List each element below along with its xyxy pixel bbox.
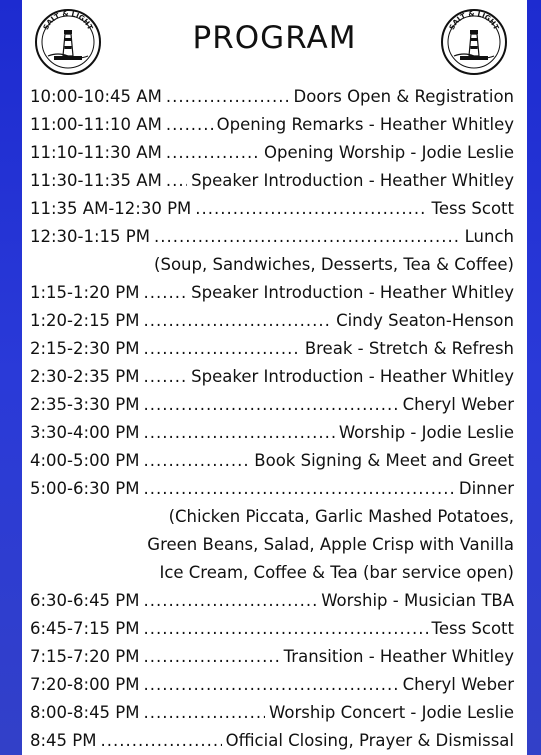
dot-leader <box>144 447 251 475</box>
dot-leader <box>144 671 399 699</box>
page-title: PROGRAM <box>192 20 357 56</box>
schedule-row <box>22 167 527 195</box>
dot-leader <box>144 335 301 363</box>
schedule-row <box>22 699 527 727</box>
schedule-row <box>22 391 527 419</box>
schedule-activity: Dinner <box>458 479 514 498</box>
svg-text:SALT & LIGHT: SALT & LIGHT <box>447 9 501 32</box>
schedule-row <box>22 671 527 699</box>
dot-leader <box>144 615 428 643</box>
schedule-activity: Doors Open & Registration <box>293 87 514 106</box>
dot-leader <box>144 363 188 391</box>
schedule-row <box>22 447 527 475</box>
dot-leader <box>166 111 213 139</box>
dot-leader <box>144 643 280 671</box>
dot-leader <box>144 391 399 419</box>
schedule-activity: Worship - Musician TBA <box>321 591 514 610</box>
schedule-activity: Break - Stretch & Refresh <box>304 339 514 358</box>
schedule-list <box>22 83 527 755</box>
dot-leader <box>144 279 188 307</box>
schedule-activity: Speaker Introduction - Heather Whitley <box>191 283 514 302</box>
dot-leader <box>100 727 221 755</box>
schedule-activity: Lunch <box>464 227 514 246</box>
schedule-time: 2:35-3:30 PM <box>30 395 140 414</box>
schedule-time: 5:00-6:30 PM <box>30 479 140 498</box>
schedule-note: (Chicken Piccata, Garlic Mashed Potatoes, <box>168 507 514 526</box>
schedule-activity: Cindy Seaton-Henson <box>336 311 514 330</box>
schedule-activity: Opening Worship - Jodie Leslie <box>264 143 514 162</box>
dot-leader <box>144 699 266 727</box>
schedule-activity: Speaker Introduction - Heather Whitley <box>191 367 514 386</box>
schedule-row <box>22 587 527 615</box>
schedule-activity: Speaker Introduction - Heather Whitley <box>191 171 514 190</box>
schedule-activity: Tess Scott <box>431 619 514 638</box>
schedule-time: 11:35 AM-12:30 PM <box>30 199 192 218</box>
schedule-row <box>22 363 527 391</box>
schedule-row <box>22 223 527 251</box>
schedule-time: 8:00-8:45 PM <box>30 703 140 722</box>
schedule-activity: Worship Concert - Jodie Leslie <box>269 703 514 722</box>
schedule-row <box>22 419 527 447</box>
schedule-row <box>22 111 527 139</box>
program-sheet <box>22 0 527 755</box>
svg-text:SALT & LIGHT: SALT & LIGHT <box>41 9 95 32</box>
schedule-activity: Cheryl Weber <box>402 395 514 414</box>
schedule-activity: Tess Scott <box>431 199 514 218</box>
schedule-row <box>22 615 527 643</box>
schedule-activity: Opening Remarks - Heather Whitley <box>216 115 514 134</box>
schedule-time: 11:00-11:10 AM <box>30 115 162 134</box>
dot-leader <box>154 223 461 251</box>
schedule-time: 8:45 PM <box>30 731 97 750</box>
schedule-row <box>22 139 527 167</box>
schedule-time: 7:20-8:00 PM <box>30 675 140 694</box>
dot-leader <box>195 195 427 223</box>
schedule-time: 10:00-10:45 AM <box>30 87 162 106</box>
schedule-row <box>22 643 527 671</box>
schedule-time: 12:30-1:15 PM <box>30 227 150 246</box>
schedule-time: 7:15-7:20 PM <box>30 647 140 666</box>
schedule-row <box>22 335 527 363</box>
schedule-note: Green Beans, Salad, Apple Crisp with Vanilla <box>147 535 514 554</box>
schedule-activity: Official Closing, Prayer & Dismissal <box>225 731 514 750</box>
schedule-time: 11:30-11:35 AM <box>30 171 162 190</box>
schedule-time: 1:15-1:20 PM <box>30 283 140 302</box>
schedule-row <box>22 307 527 335</box>
dot-leader <box>144 587 318 615</box>
schedule-row <box>22 195 527 223</box>
schedule-time: 6:30-6:45 PM <box>30 591 140 610</box>
schedule-activity: Book Signing & Meet and Greet <box>254 451 514 470</box>
schedule-row <box>22 279 527 307</box>
schedule-time: 2:15-2:30 PM <box>30 339 140 358</box>
dot-leader <box>166 167 187 195</box>
dot-leader <box>144 475 455 503</box>
schedule-note: (Soup, Sandwiches, Desserts, Tea & Coffee) <box>154 255 514 274</box>
schedule-activity: Cheryl Weber <box>402 675 514 694</box>
schedule-row <box>22 727 527 755</box>
schedule-time: 4:00-5:00 PM <box>30 451 140 470</box>
schedule-time: 3:30-4:00 PM <box>30 423 140 442</box>
dot-leader <box>166 139 260 167</box>
schedule-time: 2:30-2:35 PM <box>30 367 140 386</box>
schedule-time: 1:20-2:15 PM <box>30 311 140 330</box>
schedule-row <box>22 475 527 503</box>
schedule-time: 11:10-11:30 AM <box>30 143 162 162</box>
schedule-activity: Worship - Jodie Leslie <box>338 423 514 442</box>
schedule-note: Ice Cream, Coffee & Tea (bar service open) <box>159 563 514 582</box>
dot-leader <box>144 419 335 447</box>
dot-leader <box>166 83 290 111</box>
dot-leader <box>144 307 333 335</box>
schedule-activity: Transition - Heather Whitley <box>283 647 514 666</box>
schedule-row <box>22 83 527 111</box>
schedule-time: 6:45-7:15 PM <box>30 619 140 638</box>
